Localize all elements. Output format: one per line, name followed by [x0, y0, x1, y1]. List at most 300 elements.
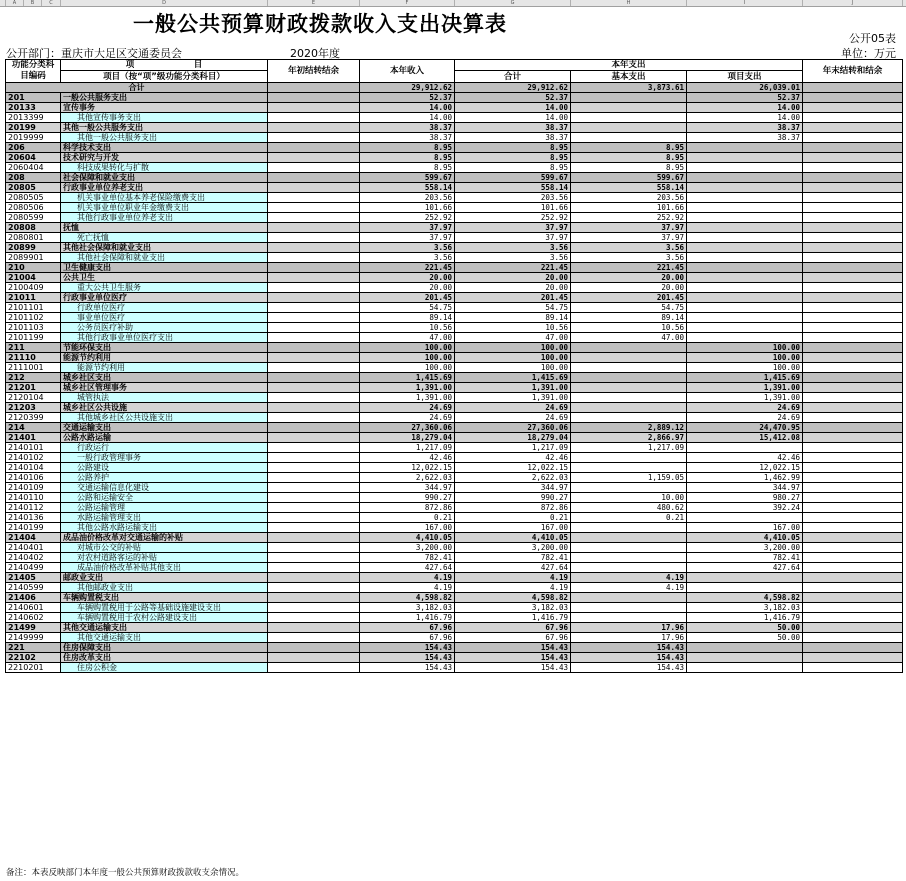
row-project	[687, 173, 803, 183]
total-end-balance	[803, 83, 903, 93]
row-income: 154.43	[360, 663, 455, 673]
row-name: 抚恤	[61, 223, 268, 233]
row-project: 427.64	[687, 563, 803, 573]
row-basic: 154.43	[571, 663, 687, 673]
row-basic	[571, 593, 687, 603]
row-begin-balance	[268, 523, 360, 533]
row-income: 3,182.03	[360, 603, 455, 613]
row-income: 1,416.79	[360, 613, 455, 623]
table-row	[6, 393, 903, 403]
row-name: 事业单位医疗	[61, 313, 268, 323]
row-name: 其他交通运输支出	[61, 623, 268, 633]
row-total: 38.37	[455, 133, 571, 143]
row-total: 154.43	[455, 643, 571, 653]
row-begin-balance	[268, 613, 360, 623]
row-name: 其他行政事业单位养老支出	[61, 213, 268, 223]
row-end-balance	[803, 333, 903, 343]
row-begin-balance	[268, 463, 360, 473]
table-row	[6, 243, 903, 253]
row-begin-balance	[268, 313, 360, 323]
column-letter: I	[687, 0, 803, 6]
row-income: 47.00	[360, 333, 455, 343]
row-income: 37.97	[360, 233, 455, 243]
row-code: 20805	[6, 183, 61, 193]
row-total: 599.67	[455, 173, 571, 183]
row-basic: 8.95	[571, 163, 687, 173]
row-name: 住房公积金	[61, 663, 268, 673]
row-code: 2080505	[6, 193, 61, 203]
row-name: 其他社会保障和就业支出	[61, 253, 268, 263]
table-row	[6, 593, 903, 603]
row-total: 558.14	[455, 183, 571, 193]
row-total: 0.21	[455, 513, 571, 523]
row-code: 21110	[6, 353, 61, 363]
row-begin-balance	[268, 323, 360, 333]
table-row	[6, 523, 903, 533]
row-basic: 17.96	[571, 633, 687, 643]
row-income: 8.95	[360, 143, 455, 153]
row-end-balance	[803, 223, 903, 233]
row-name: 交通运输支出	[61, 423, 268, 433]
row-project	[687, 573, 803, 583]
table-row	[6, 313, 903, 323]
row-total: 101.66	[455, 203, 571, 213]
row-name: 车辆购置税用于公路等基础设施建设支出	[61, 603, 268, 613]
row-income: 38.37	[360, 133, 455, 143]
row-end-balance	[803, 113, 903, 123]
row-code: 21404	[6, 533, 61, 543]
row-code: 20899	[6, 243, 61, 253]
row-income: 427.64	[360, 563, 455, 573]
row-income: 54.75	[360, 303, 455, 313]
row-name: 机关事业单位职业年金缴费支出	[61, 203, 268, 213]
row-project: 3,200.00	[687, 543, 803, 553]
row-code: 2140136	[6, 513, 61, 523]
row-code: 21499	[6, 623, 61, 633]
row-basic	[571, 383, 687, 393]
row-begin-balance	[268, 153, 360, 163]
row-total: 1,217.09	[455, 443, 571, 453]
row-project: 100.00	[687, 343, 803, 353]
row-begin-balance	[268, 373, 360, 383]
row-income: 782.41	[360, 553, 455, 563]
row-begin-balance	[268, 293, 360, 303]
page-title: 一般公共预算财政拨款收入支出决算表	[133, 12, 507, 36]
table-row	[6, 653, 903, 663]
table-row	[6, 123, 903, 133]
column-letter: C	[42, 0, 61, 6]
header-basic: 基本支出	[571, 71, 687, 83]
row-code: 2149999	[6, 633, 61, 643]
row-project	[687, 233, 803, 243]
row-basic	[571, 393, 687, 403]
total-total: 29,912.62	[455, 83, 571, 93]
row-end-balance	[803, 513, 903, 523]
row-name: 公路运输管理	[61, 503, 268, 513]
row-begin-balance	[268, 623, 360, 633]
table-row	[6, 543, 903, 553]
table-row	[6, 303, 903, 313]
column-letter: J	[803, 0, 903, 6]
row-end-balance	[803, 463, 903, 473]
row-basic: 17.96	[571, 623, 687, 633]
row-end-balance	[803, 503, 903, 513]
row-basic: 8.95	[571, 143, 687, 153]
row-total: 167.00	[455, 523, 571, 533]
row-income: 344.97	[360, 483, 455, 493]
header-expense-group: 本年支出	[455, 60, 803, 71]
row-income: 42.46	[360, 453, 455, 463]
row-name: 其他一般公共服务支出	[61, 123, 268, 133]
table-row	[6, 93, 903, 103]
row-project	[687, 513, 803, 523]
table-row	[6, 113, 903, 123]
row-basic: 221.45	[571, 263, 687, 273]
row-code: 21401	[6, 433, 61, 443]
row-name: 邮政业支出	[61, 573, 268, 583]
header-project: 项目支出	[687, 71, 803, 83]
row-end-balance	[803, 383, 903, 393]
row-begin-balance	[268, 253, 360, 263]
column-letter: H	[571, 0, 687, 6]
row-project: 782.41	[687, 553, 803, 563]
row-income: 4,410.05	[360, 533, 455, 543]
row-project	[687, 193, 803, 203]
department-label: 公开部门：重庆市大足区交通委员会	[6, 47, 182, 60]
row-project	[687, 213, 803, 223]
row-income: 20.00	[360, 283, 455, 293]
row-end-balance	[803, 263, 903, 273]
row-basic: 480.62	[571, 503, 687, 513]
row-end-balance	[803, 133, 903, 143]
row-income: 558.14	[360, 183, 455, 193]
row-end-balance	[803, 633, 903, 643]
table-row	[6, 153, 903, 163]
row-begin-balance	[268, 553, 360, 563]
row-project	[687, 163, 803, 173]
table-row	[6, 353, 903, 363]
row-total: 47.00	[455, 333, 571, 343]
total-income: 29,912.62	[360, 83, 455, 93]
row-begin-balance	[268, 283, 360, 293]
row-end-balance	[803, 213, 903, 223]
row-basic: 8.95	[571, 153, 687, 163]
header-item: 项目（按“项”级功能分类科目）	[61, 71, 268, 83]
row-basic	[571, 133, 687, 143]
row-code: 2140601	[6, 603, 61, 613]
header-item-top: 项 目	[61, 60, 268, 71]
column-letter: A	[6, 0, 24, 6]
row-income: 52.37	[360, 93, 455, 103]
row-begin-balance	[268, 113, 360, 123]
table-row	[6, 213, 903, 223]
row-project	[687, 223, 803, 233]
table-row	[6, 443, 903, 453]
row-income: 67.96	[360, 633, 455, 643]
row-total: 37.97	[455, 233, 571, 243]
row-begin-balance	[268, 303, 360, 313]
row-total: 201.45	[455, 293, 571, 303]
row-code: 2080801	[6, 233, 61, 243]
row-project: 3,182.03	[687, 603, 803, 613]
row-project	[687, 203, 803, 213]
row-basic	[571, 413, 687, 423]
row-income: 8.95	[360, 163, 455, 173]
row-basic: 20.00	[571, 273, 687, 283]
row-total: 14.00	[455, 103, 571, 113]
row-income: 154.43	[360, 643, 455, 653]
row-total: 37.97	[455, 223, 571, 233]
row-total: 252.92	[455, 213, 571, 223]
row-end-balance	[803, 243, 903, 253]
row-total: 3.56	[455, 243, 571, 253]
row-income: 37.97	[360, 223, 455, 233]
row-project: 392.24	[687, 503, 803, 513]
table-row	[6, 183, 903, 193]
row-basic	[571, 373, 687, 383]
row-name: 其他邮政业支出	[61, 583, 268, 593]
row-total: 4,410.05	[455, 533, 571, 543]
row-end-balance	[803, 153, 903, 163]
row-income: 990.27	[360, 493, 455, 503]
row-project	[687, 253, 803, 263]
row-name: 住房保障支出	[61, 643, 268, 653]
row-code: 2140101	[6, 443, 61, 453]
table-row	[6, 623, 903, 633]
row-end-balance	[803, 403, 903, 413]
row-code: 221	[6, 643, 61, 653]
row-end-balance	[803, 103, 903, 113]
row-begin-balance	[268, 413, 360, 423]
table-row	[6, 323, 903, 333]
row-begin-balance	[268, 663, 360, 673]
total-begin-balance	[268, 83, 360, 93]
row-income: 872.86	[360, 503, 455, 513]
row-code: 21203	[6, 403, 61, 413]
row-basic: 558.14	[571, 183, 687, 193]
row-total: 1,415.69	[455, 373, 571, 383]
row-code: 2140112	[6, 503, 61, 513]
row-code: 2089901	[6, 253, 61, 263]
row-code: 21004	[6, 273, 61, 283]
row-code: 2140110	[6, 493, 61, 503]
row-total: 42.46	[455, 453, 571, 463]
row-begin-balance	[268, 223, 360, 233]
row-end-balance	[803, 653, 903, 663]
row-income: 100.00	[360, 353, 455, 363]
row-name: 其他公路水路运输支出	[61, 523, 268, 533]
row-begin-balance	[268, 363, 360, 373]
row-end-balance	[803, 533, 903, 543]
row-name: 公共卫生	[61, 273, 268, 283]
row-end-balance	[803, 193, 903, 203]
row-total: 20.00	[455, 283, 571, 293]
row-basic	[571, 613, 687, 623]
row-code: 212	[6, 373, 61, 383]
row-basic	[571, 123, 687, 133]
row-income: 0.21	[360, 513, 455, 523]
row-begin-balance	[268, 483, 360, 493]
row-basic: 203.56	[571, 193, 687, 203]
row-begin-balance	[268, 543, 360, 553]
row-code: 208	[6, 173, 61, 183]
row-name: 对农村道路客运的补贴	[61, 553, 268, 563]
row-total: 1,391.00	[455, 393, 571, 403]
row-name: 公路水路运输	[61, 433, 268, 443]
row-basic: 3.56	[571, 243, 687, 253]
row-total: 782.41	[455, 553, 571, 563]
row-end-balance	[803, 523, 903, 533]
row-name: 公路和运输安全	[61, 493, 268, 503]
row-begin-balance	[268, 183, 360, 193]
table-code: 公开05表	[849, 32, 896, 45]
row-basic: 4.19	[571, 573, 687, 583]
row-basic	[571, 103, 687, 113]
table-row	[6, 533, 903, 543]
table-row	[6, 383, 903, 393]
row-begin-balance	[268, 333, 360, 343]
row-begin-balance	[268, 433, 360, 443]
row-name: 其他宣传事务支出	[61, 113, 268, 123]
row-name: 城乡社区支出	[61, 373, 268, 383]
row-income: 1,391.00	[360, 393, 455, 403]
row-income: 4.19	[360, 583, 455, 593]
row-project	[687, 153, 803, 163]
row-total: 990.27	[455, 493, 571, 503]
row-code: 211	[6, 343, 61, 353]
row-income: 1,391.00	[360, 383, 455, 393]
row-end-balance	[803, 593, 903, 603]
row-project: 4,598.82	[687, 593, 803, 603]
row-income: 2,622.03	[360, 473, 455, 483]
row-project: 100.00	[687, 353, 803, 363]
row-end-balance	[803, 233, 903, 243]
column-letter: D	[61, 0, 268, 6]
row-total: 100.00	[455, 343, 571, 353]
row-code: 2140109	[6, 483, 61, 493]
row-income: 12,022.15	[360, 463, 455, 473]
row-code: 2060404	[6, 163, 61, 173]
row-name: 公路建设	[61, 463, 268, 473]
table-row	[6, 263, 903, 273]
row-name: 死亡抚恤	[61, 233, 268, 243]
row-begin-balance	[268, 603, 360, 613]
row-begin-balance	[268, 343, 360, 353]
row-income: 89.14	[360, 313, 455, 323]
row-begin-balance	[268, 593, 360, 603]
row-income: 20.00	[360, 273, 455, 283]
table-row	[6, 203, 903, 213]
row-total: 1,416.79	[455, 613, 571, 623]
row-project: 1,415.69	[687, 373, 803, 383]
row-total: 89.14	[455, 313, 571, 323]
row-end-balance	[803, 323, 903, 333]
row-basic	[571, 363, 687, 373]
row-end-balance	[803, 293, 903, 303]
row-income: 4,598.82	[360, 593, 455, 603]
row-name: 对城市公交的补贴	[61, 543, 268, 553]
row-end-balance	[803, 583, 903, 593]
row-end-balance	[803, 563, 903, 573]
table-row	[6, 163, 903, 173]
row-income: 101.66	[360, 203, 455, 213]
row-name: 其他社会保障和就业支出	[61, 243, 268, 253]
row-code: 22102	[6, 653, 61, 663]
row-end-balance	[803, 283, 903, 293]
row-begin-balance	[268, 353, 360, 363]
column-letter: E	[268, 0, 360, 6]
row-end-balance	[803, 363, 903, 373]
row-income: 67.96	[360, 623, 455, 633]
row-total: 24.69	[455, 413, 571, 423]
row-income: 599.67	[360, 173, 455, 183]
table-row	[6, 433, 903, 443]
table-row	[6, 293, 903, 303]
table-row	[6, 643, 903, 653]
row-income: 100.00	[360, 343, 455, 353]
row-project	[687, 583, 803, 593]
table-row	[6, 513, 903, 523]
row-end-balance	[803, 433, 903, 443]
row-total: 872.86	[455, 503, 571, 513]
row-end-balance	[803, 643, 903, 653]
row-project: 1,391.00	[687, 393, 803, 403]
row-total: 18,279.04	[455, 433, 571, 443]
row-project: 42.46	[687, 453, 803, 463]
row-project: 100.00	[687, 363, 803, 373]
row-end-balance	[803, 483, 903, 493]
row-income: 201.45	[360, 293, 455, 303]
budget-table	[5, 59, 903, 673]
row-total: 38.37	[455, 123, 571, 133]
row-begin-balance	[268, 213, 360, 223]
row-end-balance	[803, 553, 903, 563]
row-end-balance	[803, 453, 903, 463]
row-total: 52.37	[455, 93, 571, 103]
row-income: 18,279.04	[360, 433, 455, 443]
row-begin-balance	[268, 143, 360, 153]
row-total: 27,360.06	[455, 423, 571, 433]
row-basic	[571, 533, 687, 543]
row-name: 其他城乡社区公共设施支出	[61, 413, 268, 423]
row-begin-balance	[268, 243, 360, 253]
row-total: 344.97	[455, 483, 571, 493]
column-letter: F	[360, 0, 455, 6]
table-row	[6, 283, 903, 293]
row-name: 宣传事务	[61, 103, 268, 113]
row-project: 52.37	[687, 93, 803, 103]
row-project	[687, 293, 803, 303]
row-project	[687, 303, 803, 313]
row-end-balance	[803, 273, 903, 283]
row-total: 1,391.00	[455, 383, 571, 393]
table-row	[6, 333, 903, 343]
row-end-balance	[803, 573, 903, 583]
row-code: 2101101	[6, 303, 61, 313]
row-project	[687, 263, 803, 273]
row-income: 24.69	[360, 403, 455, 413]
row-project	[687, 283, 803, 293]
row-begin-balance	[268, 583, 360, 593]
table-row	[6, 413, 903, 423]
row-name: 一般公共服务支出	[61, 93, 268, 103]
row-project	[687, 313, 803, 323]
row-basic: 1,159.05	[571, 473, 687, 483]
row-code: 2140106	[6, 473, 61, 483]
table-row	[6, 223, 903, 233]
row-project	[687, 143, 803, 153]
table-row	[6, 453, 903, 463]
